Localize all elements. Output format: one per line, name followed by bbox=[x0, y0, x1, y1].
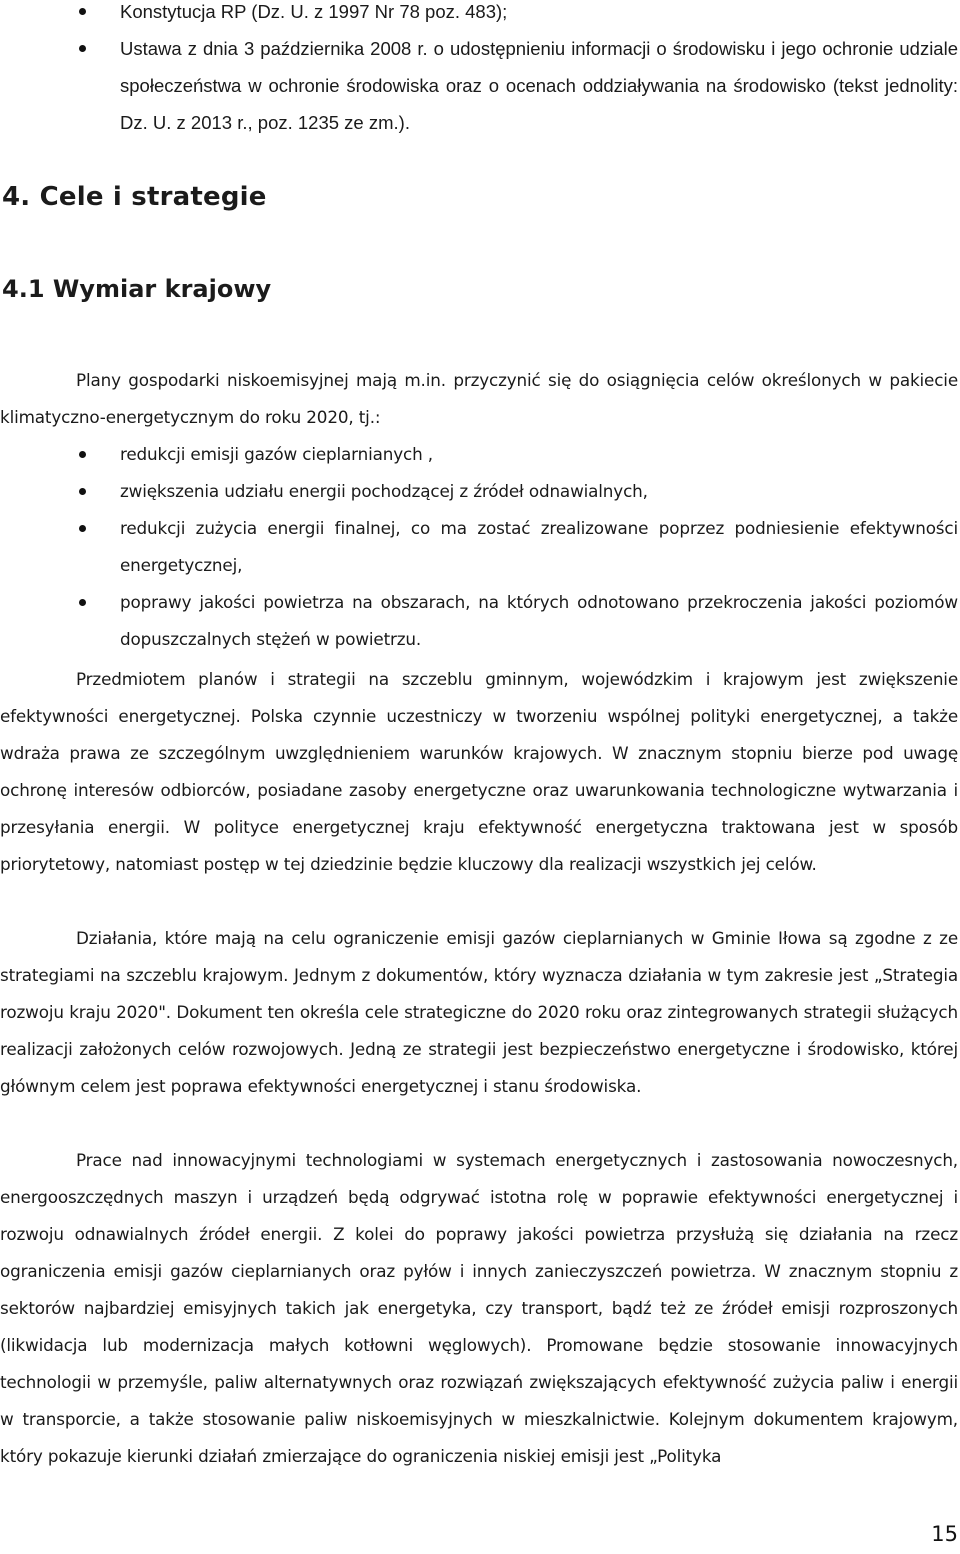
paragraph: Prace nad innowacyjnymi technologiami w systemach energetycznych i zastosowania nowoczesnych, energooszczędnych maszyn i urządzeń będą odgrywać istotna rolę w poprawie efektywności energetycznej i rozwoju odnawialnych źródeł energii. Z kolei do poprawy jakości powietrza przysłużą się działania na rzecz ograniczenia emisji gazów cieplarnianych oraz pyłów i innych zanieczyszczeń powietrza. W znacznym stopniu z sektorów najbardziej emisyjnych takich jak energetyka, czy transport, bądź też ze źródeł emisji rozproszonych (likwidacja lub modernizacja małych kotłowni węglowych). Promowane będzie stosowanie innowacyjnych technologii w przemyśle, paliw alternatywnych oraz rozwiązań zwiększających efektywność zużycia paliw i energii w transporcie, a także stosowanie paliw niskoemisyjnych w mieszkalnictwie. Kolejnym dokumentem krajowym, który pokazuje kierunki działań zmierzające do ograniczenia niskiej emisji jest „Polityka bbox=[0, 1150, 958, 1466]
bullet-icon bbox=[79, 8, 86, 15]
legal-basis-list bbox=[0, 0, 960, 141]
list-item-text: Ustawa z dnia 3 października 2008 r. o udostępnieniu informacji o środowisku i jego ochronie udziale społeczeństwa w ochronie środowiska oraz o ocenach oddziaływania na środowisko (tekst jednolity: Dz. U. z 2013 r., poz. 1235 ze zm.). bbox=[120, 38, 958, 133]
bullet-icon bbox=[79, 488, 86, 495]
paragraph: Działania, które mają na celu ograniczenie emisji gazów cieplarnianych w Gminie Iłowa są zgodne z ze strategiami na szczeblu krajowym. Jednym z dokumentów, który wyznacza działania w tym zakresie jest „Strategia rozwoju kraju 2020". Dokument ten określa cele strategiczne do 2020 roku oraz zintegrowanych strategii służących realizacji założonych celów rozwojowych. Jedną ze strategii jest bezpieczeństwo energetyczne i środowisko, której głównym celem jest poprawa efektywności energetycznej i stanu środowiska. bbox=[0, 928, 958, 1096]
list-item-text: redukcji emisji gazów cieplarnianych , bbox=[120, 444, 433, 464]
page-number: 15 bbox=[931, 1522, 958, 1546]
goals-list bbox=[0, 436, 958, 658]
list-item bbox=[0, 30, 960, 141]
list-item bbox=[0, 473, 958, 510]
bullet-icon bbox=[79, 45, 86, 52]
list-item-text: redukcji zużycia energii finalnej, co ma zostać zrealizowane poprzez podniesienie efektywności energetycznej, bbox=[120, 518, 958, 575]
bullet-icon bbox=[79, 599, 86, 606]
intro-paragraph: Plany gospodarki niskoemisyjnej mają m.in. przyczynić się do osiągnięcia celów określonych w pakiecie klimatyczno-energetycznym do roku 2020, tj.: bbox=[0, 370, 958, 427]
list-item bbox=[0, 584, 958, 658]
bullet-icon bbox=[79, 451, 86, 458]
paragraph: Przedmiotem planów i strategii na szczeblu gminnym, wojewódzkim i krajowym jest zwiększenie efektywności energetycznej. Polska czynnie uczestniczy w tworzeniu wspólnej polityki energetycznej, a także wdraża prawa ze szczególnym uwzględnieniem warunków krajowych. W znacznym stopniu bierze pod uwagę ochronę interesów odbiorców, posiadane zasoby energetyczne oraz uwarunkowania technologiczne wytwarzania i przesyłania energii. W polityce energetycznej kraju efektywność energetyczna traktowana jest w sposób priorytetowy, natomiast postęp w tej dziedzinie będzie kluczowy dla realizacji wszystkich jej celów. bbox=[0, 669, 958, 874]
list-item-text: poprawy jakości powietrza na obszarach, na których odnotowano przekroczenia jakości poziomów dopuszczalnych stężeń w powietrzu. bbox=[120, 592, 958, 649]
list-item-text: zwiększenia udziału energii pochodzącej z źródeł odnawialnych, bbox=[120, 481, 648, 501]
list-item-text: Konstytucja RP (Dz. U. z 1997 Nr 78 poz. 483); bbox=[120, 1, 508, 22]
subsection-heading: 4.1 Wymiar krajowy bbox=[2, 275, 272, 303]
bullet-icon bbox=[79, 525, 86, 532]
section-heading: 4. Cele i strategie bbox=[2, 182, 267, 212]
list-item bbox=[0, 0, 960, 30]
list-item bbox=[0, 510, 958, 584]
list-item bbox=[0, 436, 958, 473]
